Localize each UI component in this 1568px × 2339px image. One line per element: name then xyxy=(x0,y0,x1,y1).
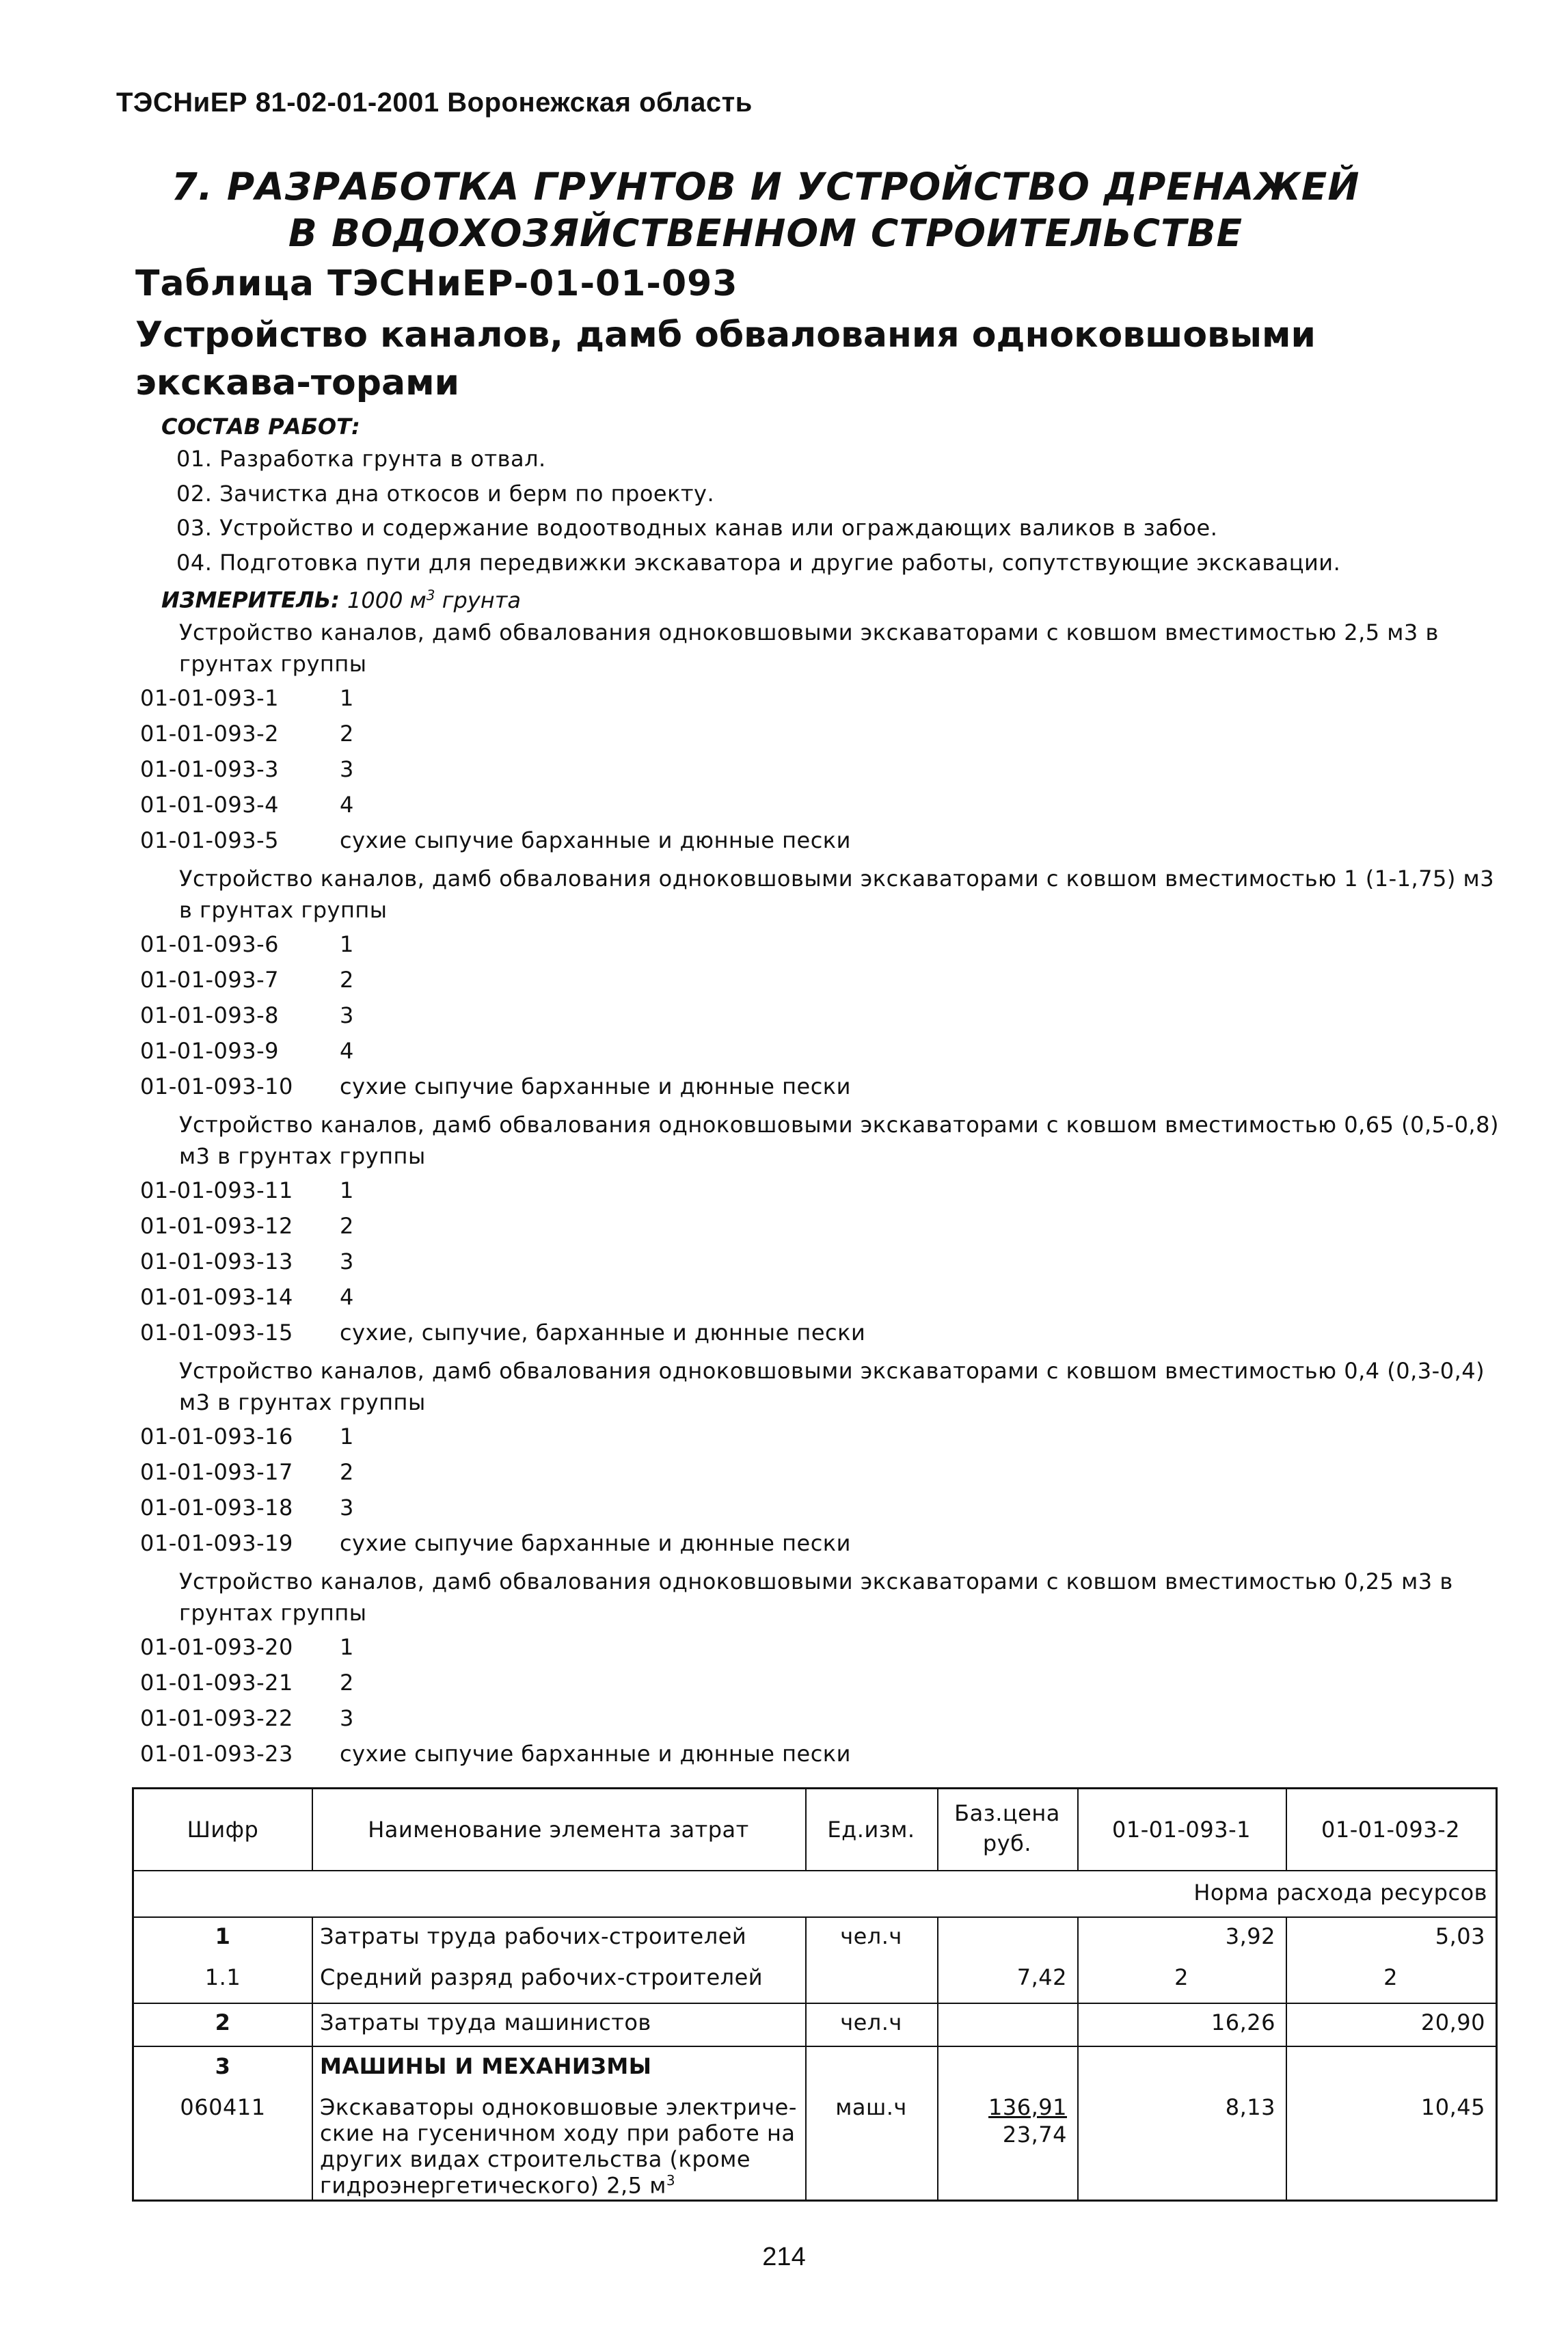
row-name: Затраты труда машинистов xyxy=(320,2009,651,2035)
table-divider xyxy=(1286,1917,1287,2202)
group-description: Устройство каналов, дамб обвалования одноковшовыми экскаваторами с ковшом вместимостью 1 (1-1,75) м3 в грунтах группы xyxy=(179,866,1495,923)
row-value: 2 xyxy=(340,1670,354,1696)
row-value: сухие сыпучие барханные и дюнные пески xyxy=(340,1073,851,1099)
machine-price-top: 136,91 xyxy=(988,2094,1067,2120)
row-code: 01-01-093-4 xyxy=(140,792,280,818)
table-divider xyxy=(1077,1917,1079,2202)
row-code: 01-01-093-8 xyxy=(140,1002,280,1028)
row-code: 01-01-093-15 xyxy=(140,1320,293,1346)
row-value: 3 xyxy=(340,1002,354,1028)
table-rule xyxy=(134,2003,1496,2004)
section-title-line1: 7. РАЗРАБОТКА ГРУНТОВ И УСТРОЙСТВО ДРЕНАЖЕЙ xyxy=(171,165,1360,209)
table-caption: Таблица ТЭСНиЕР-01-01-093 xyxy=(135,263,738,304)
row-value: 3 xyxy=(340,1495,354,1521)
machine-value-col1: 8,13 xyxy=(1225,2094,1275,2120)
machine-value-col2: 10,45 xyxy=(1420,2094,1485,2120)
measure-line xyxy=(161,587,521,613)
row-value: 2 xyxy=(340,967,354,993)
measure-unit xyxy=(347,587,521,613)
row-code: 01-01-093-13 xyxy=(140,1248,293,1274)
row-code: 01-01-093-18 xyxy=(140,1495,293,1521)
row-name: Затраты труда рабочих-строителей xyxy=(320,1923,747,1949)
row-value-col2: 20,90 xyxy=(1420,2009,1485,2035)
machine-price-bottom: 23,74 xyxy=(1002,2122,1067,2148)
row-price: 7,42 xyxy=(1016,1964,1067,1990)
row-code: 01-01-093-1 xyxy=(140,685,280,711)
row-value: 3 xyxy=(340,1248,354,1274)
measure-label: ИЗМЕРИТЕЛЬ: xyxy=(161,587,340,613)
header-price-line1: Баз.цена xyxy=(954,1800,1060,1826)
row-code: 01-01-093-17 xyxy=(140,1459,293,1485)
table-rule xyxy=(134,2046,1496,2047)
row-unit: чел.ч xyxy=(840,2009,902,2035)
measure-unit-sup: 3 xyxy=(426,587,435,603)
row-code: 01-01-093-14 xyxy=(140,1284,293,1310)
row-code: 01-01-093-21 xyxy=(140,1670,293,1696)
header-col2: 01-01-093-2 xyxy=(1321,1817,1460,1843)
machine-name-sup: 3 xyxy=(666,2172,676,2189)
work-item: 04. Подготовка пути для передвижки экскаватора и другие работы, сопутствующие экскавации. xyxy=(176,550,1341,576)
group-description: Устройство каналов, дамб обвалования одноковшовыми экскаваторами с ковшом вместимостью 0,25 м3 в грунтах группы xyxy=(179,1568,1453,1626)
row-value: 2 xyxy=(340,721,354,747)
group-description: Устройство каналов, дамб обвалования одноковшовыми экскаваторами с ковшом вместимостью 0,65 (0,5-0,8) м3 в грунтах группы xyxy=(179,1112,1499,1169)
row-code: 01-01-093-16 xyxy=(140,1424,293,1449)
row-code: 01-01-093-11 xyxy=(140,1177,293,1203)
row-value: 1 xyxy=(340,1424,354,1449)
row-value: 1 xyxy=(340,1177,354,1203)
table-rule xyxy=(134,1870,1496,1871)
row-value: 4 xyxy=(340,792,354,818)
row-value: 4 xyxy=(340,1284,354,1310)
group-description: Устройство каналов, дамб обвалования одноковшовыми экскаваторами с ковшом вместимостью 2,5 м3 в грунтах группы xyxy=(179,619,1439,677)
row-value: 3 xyxy=(340,1705,354,1731)
table-rule xyxy=(134,1916,1496,1918)
row-value: 2 xyxy=(340,1459,354,1485)
row-value: сухие сыпучие барханные и дюнные пески xyxy=(340,827,851,853)
row-code: 01-01-093-3 xyxy=(140,756,280,782)
row-code: 01-01-093-23 xyxy=(140,1741,293,1767)
row-value-col1: 16,26 xyxy=(1211,2009,1275,2035)
row-value: 2 xyxy=(340,1213,354,1239)
row-code: 01-01-093-20 xyxy=(140,1634,293,1660)
machine-name-line2: ские на гусеничном ходу при работе на xyxy=(320,2120,796,2146)
row-value: сухие, сыпучие, барханные и дюнные пески xyxy=(340,1320,866,1346)
row-code: 01-01-093-5 xyxy=(140,827,280,853)
machine-name-line3: других видах строительства (кроме xyxy=(320,2146,751,2172)
table-description: Устройство каналов, дамб обвалования одноковшовыми экскава-торами xyxy=(135,315,1316,403)
header-col1: 01-01-093-1 xyxy=(1111,1817,1251,1843)
machine-name-line4-text: гидроэнергетического) 2,5 м xyxy=(320,2172,666,2199)
row-value-col1: 3,92 xyxy=(1225,1923,1275,1949)
machine-unit: маш.ч xyxy=(835,2094,907,2120)
row-value: 1 xyxy=(340,685,354,711)
document-header: ТЭСНиЕР 81-02-01-2001 Воронежская область xyxy=(116,88,753,118)
row-code: 01-01-093-19 xyxy=(140,1530,293,1556)
row-code: 1.1 xyxy=(204,1964,241,1990)
row-value-col2: 2 xyxy=(1383,1964,1398,1990)
row-code: 01-01-093-10 xyxy=(140,1073,293,1099)
row-code: 01-01-093-9 xyxy=(140,1038,280,1064)
table-divider xyxy=(312,1917,313,2202)
row-name: МАШИНЫ И МЕХАНИЗМЫ xyxy=(320,2053,652,2079)
header-code: Шифр xyxy=(187,1817,259,1843)
header-name: Наименование элемента затрат xyxy=(368,1817,749,1843)
work-item: 01. Разработка грунта в отвал. xyxy=(176,446,546,472)
row-code: 2 xyxy=(215,2009,231,2035)
row-name: Средний разряд рабочих-строителей xyxy=(320,1964,763,1990)
resource-table xyxy=(132,1787,1498,2202)
row-value: 4 xyxy=(340,1038,354,1064)
row-unit: чел.ч xyxy=(840,1923,902,1949)
measure-unit-value: 1000 м xyxy=(347,587,427,613)
row-code: 01-01-093-12 xyxy=(140,1213,293,1239)
row-code: 3 xyxy=(215,2053,231,2079)
row-code: 01-01-093-2 xyxy=(140,721,280,747)
machine-name-line4 xyxy=(320,2172,802,2199)
machine-name-line1: Экскаваторы одноковшовые электриче- xyxy=(320,2094,797,2120)
machine-code: 060411 xyxy=(180,2094,266,2120)
norm-label: Норма расхода ресурсов xyxy=(1193,1880,1487,1906)
work-composition-label: СОСТАВ РАБОТ: xyxy=(161,414,360,440)
header-price-line2: руб. xyxy=(982,1830,1032,1856)
row-code: 01-01-093-7 xyxy=(140,967,280,993)
row-value: 3 xyxy=(340,756,354,782)
measure-unit-suffix: грунта xyxy=(435,587,521,613)
row-value: сухие сыпучие барханные и дюнные пески xyxy=(340,1741,851,1767)
row-code: 1 xyxy=(215,1923,231,1949)
row-value-col1: 2 xyxy=(1174,1964,1189,1990)
page-number: 214 xyxy=(762,2243,806,2271)
row-value: 1 xyxy=(340,931,354,957)
work-item: 02. Зачистка дна откосов и берм по проекту. xyxy=(176,481,715,507)
section-title-line2: В ВОДОХОЗЯЙСТВЕННОМ СТРОИТЕЛЬСТВЕ xyxy=(288,211,1243,255)
table-divider xyxy=(805,1917,807,2202)
row-value: сухие сыпучие барханные и дюнные пески xyxy=(340,1530,851,1556)
row-code: 01-01-093-22 xyxy=(140,1705,293,1731)
group-description: Устройство каналов, дамб обвалования одноковшовыми экскаваторами с ковшом вместимостью 0,4 (0,3-0,4) м3 в грунтах группы xyxy=(179,1358,1485,1415)
row-value: 1 xyxy=(340,1634,354,1660)
row-code: 01-01-093-6 xyxy=(140,931,280,957)
work-item: 03. Устройство и содержание водоотводных канав или ограждающих валиков в забое. xyxy=(176,515,1218,541)
row-value-col2: 5,03 xyxy=(1435,1923,1485,1949)
header-unit: Ед.изм. xyxy=(827,1817,915,1843)
table-divider xyxy=(937,1917,938,2202)
